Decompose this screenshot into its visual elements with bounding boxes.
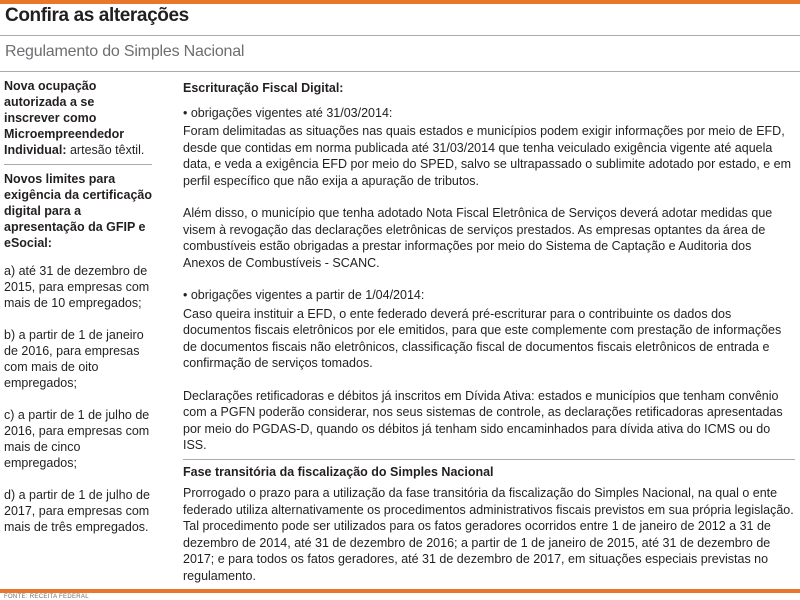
left-divider — [4, 164, 152, 165]
occupation-note — [4, 78, 152, 158]
occupation-label: Nova ocupação autorizada a se inscrever como Microempreendedor Individual: — [4, 79, 125, 157]
right-column — [183, 80, 795, 584]
paragraph-efd-limits: Foram delimitadas as situações nas quais estados e municípios podem exigir informações por meio de EFD, desde que contidas em norma publicada até 31/03/2014 que tenha veiculado exigência vigente até aquela data, e veda a exigência EFD por meio do SPED, salvo se ultrapassado o sublimite adotado por estado, e em perfil específico que não exija a apuração de tributos. — [183, 124, 791, 188]
source-credit: FONTE: RECEITA FEDERAL — [4, 594, 89, 600]
limit-item-b: b) a partir de 1 de janeiro de 2016, para empresas com mais de oito empregados; — [4, 328, 144, 390]
limits-title: Novos limites para exigência da certificação digital para a apresentação da GFIP e eSocial: — [4, 172, 152, 250]
transition-title: Fase transitória da fiscalização do Simples Nacional — [183, 464, 494, 479]
paragraph-rectifying-declarations: Declarações retificadoras e débitos já inscritos em Dívida Ativa: estados e municípios que tenham convênio com a PGFN poderão considerar, nos seus sistemas de controle, as declarações retificadoras apresentadas por meio do PGDAS-D, quando os débitos já tenham sido encaminhados para dívida ativa do ICMS ou do ISS. — [183, 388, 783, 452]
bottom-accent-bar — [0, 589, 800, 593]
paragraph-nfe-services: Além disso, o município que tenha adotado Nota Fiscal Eletrônica de Serviços deverá adotar medidas que visem à revogação das declarações eletrônicas de serviços prestados. As empresas optantes da área de combustíveis estão obrigadas a prestar informações por meio do Sistema de Captação e Auditoria dos Anexos de Combustíveis - SCANC. — [183, 206, 773, 270]
limit-item-c: c) a partir de 1 de julho de 2016, para empresas com mais de cinco empregados; — [4, 408, 150, 470]
page-title: Confira as alterações — [5, 5, 189, 26]
limit-item-d: d) a partir de 1 de julho de 2017, para empresas com mais de três empregados. — [4, 488, 150, 534]
limit-item-a: a) até 31 de dezembro de 2015, para empresas com mais de 10 empregados; — [4, 264, 150, 310]
left-column — [4, 78, 152, 535]
top-accent-bar — [0, 0, 800, 4]
title-divider — [0, 35, 800, 36]
efd-title: Escrituração Fiscal Digital: — [183, 81, 344, 95]
bullet-until-2014: • obrigações vigentes até 31/03/2014: — [183, 105, 393, 120]
right-divider — [183, 459, 795, 460]
paragraph-transition-phase: Prorrogado o prazo para a utilização da fase transitória da fiscalização do Simples Nacional, na qual o ente federado utiliza alternativamente os procedimentos administrativos fiscais previstos em sua própria legislação. Tal procedimento pode ser utilizados para os fatos geradores ocorridos entre 1 de janeiro de 2012 a 31 de dezembro de 2014, até 31 de dezembro de 2016; a partir de 1 de janeiro de 2015, até 31 de dezembro de 2017; e para todos os fatos geradores, até 31 de dezembro de 2017, em situações especiais previstas no regulamento. — [183, 486, 794, 583]
subtitle-divider — [0, 71, 800, 72]
occupation-value: artesão têxtil. — [69, 143, 145, 157]
paragraph-pre-bookkeeping: Caso queira instituir a EFD, o ente federado deverá pré-escriturar para o contribuinte os dados dos documentos fiscais eletrônicos por ele emitidos, para que este complemente com prestação de informações de documentos fiscais não eletrônicos, classificação fiscal de documentos fiscais eletrônicos de entrada e confirmação de serviços tomados. — [183, 306, 782, 370]
page-subtitle: Regulamento do Simples Nacional — [5, 43, 245, 60]
bullet-from-2014: • obrigações vigentes a partir de 1/04/2014: — [183, 288, 425, 302]
